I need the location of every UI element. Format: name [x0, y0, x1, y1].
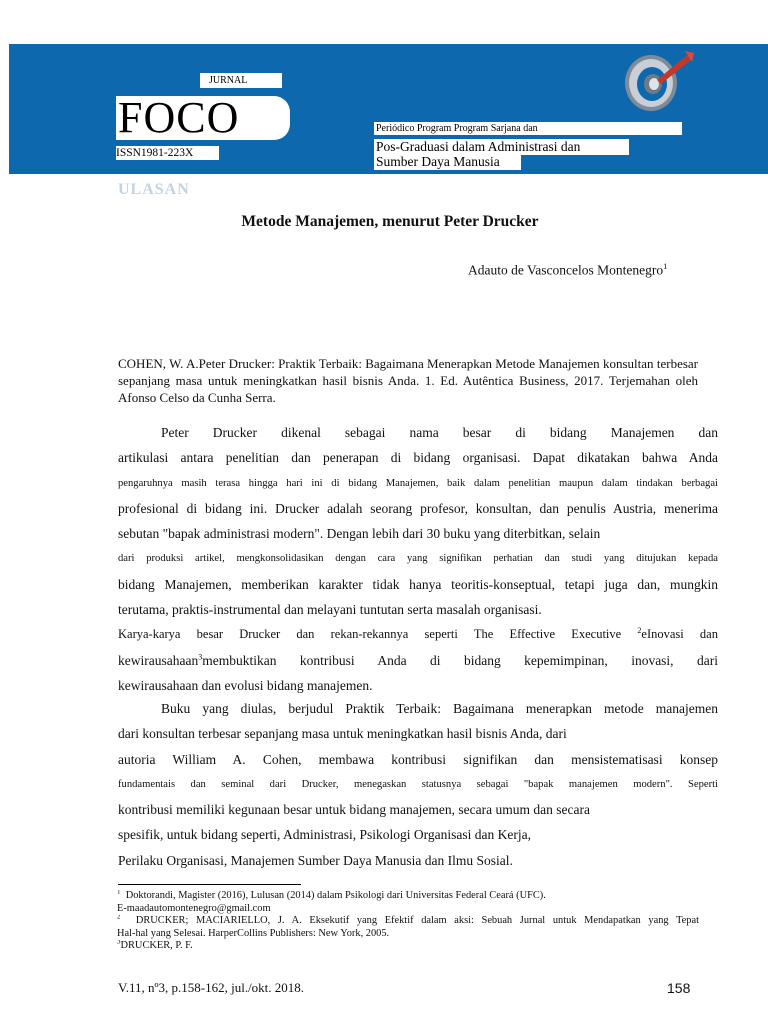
paragraph-1	[118, 420, 718, 698]
text-line: Perilaku Organisasi, Manajemen Sumber Daya Manusia dan Ilmu Sosial.	[118, 852, 513, 868]
author-name: Adauto de Vasconcelos Montenegro	[468, 262, 664, 278]
header-banner	[9, 44, 768, 174]
footnote-divider	[118, 884, 301, 885]
journal-title: FOCO	[116, 96, 290, 140]
text-line: dari produksi artikel, mengkonsolidasikan dengan cara yang signifikan perhatian dan studi yang ditujukan kepada	[118, 553, 718, 565]
journal-label: JURNAL	[200, 73, 282, 88]
text-segment: kewirausahaan	[118, 652, 199, 668]
author-footnote-mark: 1	[663, 261, 668, 271]
text-line: dari konsultan terbesar sepanjang masa untuk meningkatkan hasil bisnis Anda, dari	[118, 726, 567, 742]
text-line	[118, 622, 718, 647]
footnote-2	[117, 915, 699, 928]
book-reference: COHEN, W. A.Peter Drucker: Praktik Terbaik: Bagaimana Menerapkan Metode Manajemen konsultan terbesar sepanjang masa untuk meningkatkan hasil bisnis Anda. 1. Ed. Autêntica Business, 2017. Terjemahan oleh Afonso Celso da Cunha Serra.	[118, 356, 698, 405]
text-line: artikulasi antara penelitian dan penerapan di bidang organisasi. Dapat dikatakan bahwa Anda	[118, 450, 718, 466]
footnote-2-cont: Hal-hal yang Selesai. HarperCollins Publishers: New York, 2005.	[117, 927, 390, 939]
footnote-1-email: E-maadautomontenegro@gmail.com	[117, 902, 271, 914]
text-line: Buku yang diulas, berjudul Praktik Terbaik: Bagaimana menerapkan metode manajemen	[161, 701, 718, 716]
text-line: autoria William A. Cohen, membawa kontribusi signifikan dan mensistematisasi konsep	[118, 751, 718, 767]
program-line-1: Pos-Graduasi dalam Administrasi dan	[374, 139, 629, 155]
footnote-mark: 1	[117, 890, 121, 896]
page-number: 158	[667, 980, 691, 996]
footnotes	[117, 890, 699, 953]
footnote-mark: 3	[117, 940, 121, 946]
text-line: kewirausahaan dan evolusi bidang manajemen.	[118, 677, 373, 693]
text-line: Peter Drucker dikenal sebagai nama besar di bidang Manajemen dan	[161, 425, 718, 440]
footer-citation: V.11, nº3, p.158-162, jul./okt. 2018.	[118, 980, 305, 995]
footnote-mark: 2	[637, 626, 642, 636]
text-segment: Karya-karya besar Drucker dan rekan-rekannya seperti The Effective Executive	[118, 627, 638, 642]
footnote-text: Doktorandi, Magister (2016), Lulusan (2014) dalam Psikologi dari Universitas Federal Ceará (UFC).	[125, 890, 546, 901]
article-title: Metode Manajemen, menurut Peter Drucker	[241, 213, 539, 230]
text-segment: eInovasi dan	[641, 627, 718, 642]
program-line-2: Sumber Daya Manusia	[374, 154, 521, 170]
footnote-3	[117, 940, 699, 953]
text-segment: membuktikan kontribusi Anda di bidang kepemimpinan, inovasi, dari	[202, 652, 718, 668]
text-line: pengaruhnya masih terasa hingga hari ini di bidang Manajemen, baik dalam penelitian maupun dalam tindakan berbagai	[118, 477, 718, 489]
footnote-mark: 2	[117, 915, 121, 921]
text-line: kontribusi memiliki kegunaan besar untuk bidang manajemen, secara umum dan secara	[118, 802, 590, 818]
text-line	[118, 648, 718, 673]
text-line: fundamentais dan seminal dari Drucker, menegaskan statusnya sebagai "bapak manajemen modern". Seperti	[118, 778, 718, 790]
footnote-mark: 3	[198, 652, 203, 662]
periodico-label: Periódico Program Program Sarjana dan	[374, 122, 682, 135]
author-line	[468, 261, 667, 279]
footnote-1	[117, 890, 699, 903]
text-line: profesional di bidang ini. Drucker adalah seorang profesor, konsultan, dan penulis Austria, menerima	[118, 500, 718, 516]
footnote-text: DRUCKER; MACIARIELLO, J. A. Eksekutif yang Efektif dalam aksi: Sebuah Jurnal untuk Mendapatkan yang Tepat	[135, 915, 699, 926]
text-line: sebutan "bapak administrasi modern". Dengan lebih dari 30 buku yang diterbitkan, selain	[118, 526, 601, 542]
foco-ring-logo-icon	[619, 47, 694, 112]
issn-label: ISSN1981-223X	[116, 146, 219, 160]
text-line: terutama, praktis-instrumental dan melayani tuntutan serta masalah organisasi.	[118, 602, 542, 618]
text-line: bidang Manajemen, memberikan karakter tidak hanya teoritis-konseptual, tetapi juga dan, mungkin	[118, 576, 718, 592]
section-label: ULASAN	[118, 181, 190, 198]
footnote-text: DRUCKER, P. F.	[120, 940, 193, 951]
text-line: spesifik, untuk bidang seperti, Administrasi, Psikologi Organisasi dan Kerja,	[118, 827, 531, 843]
paragraph-2	[118, 696, 718, 873]
